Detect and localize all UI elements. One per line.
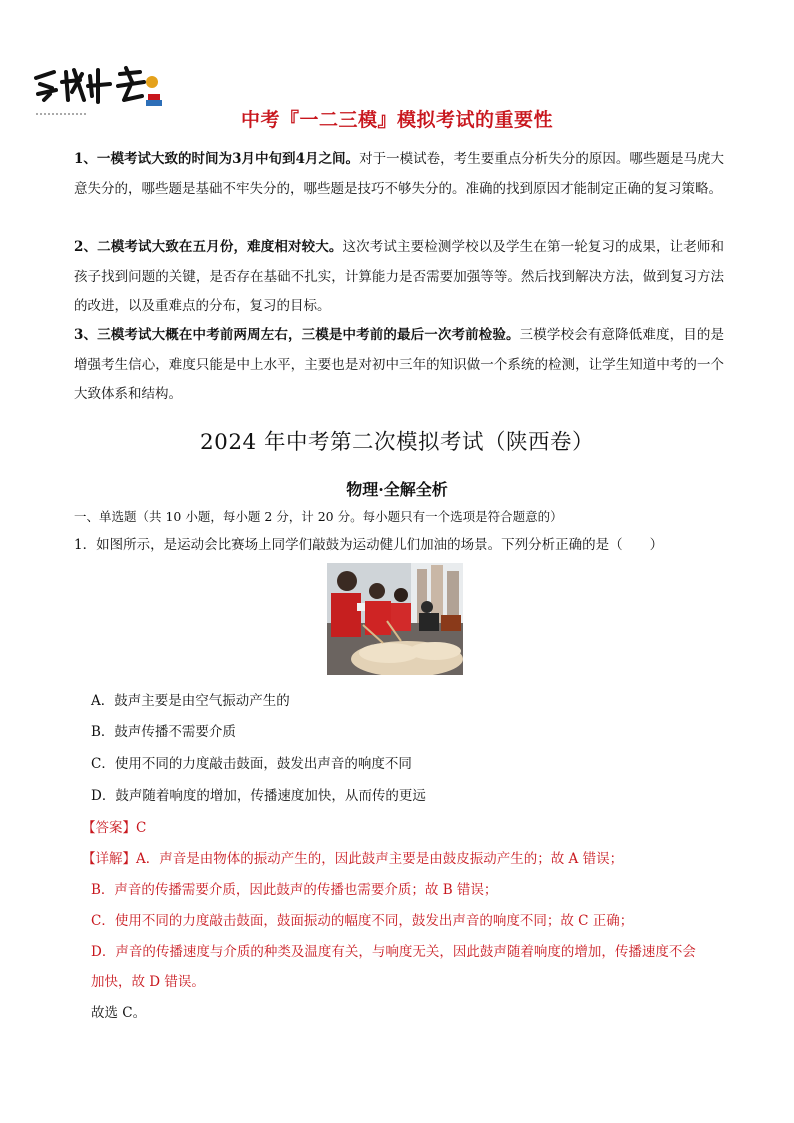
- conclusion: 故选 C。: [91, 1005, 147, 1021]
- option-a: A．鼓声主要是由空气振动产生的: [91, 693, 290, 709]
- answer-label: 【答案】: [82, 820, 136, 836]
- explanation-a: [82, 847, 623, 867]
- explanation-a-text: A．声音是由物体的振动产生的，因此鼓声主要是由鼓皮振动产生的；故 A 错误；: [136, 851, 624, 867]
- promo-paragraph-2-body: 这次考试主要检测学校以及学生在第一轮复习的成果，让老师和孩子找到问题的关键，是否存在基础不扎实，计算能力是否需要加强等等。然后找到解决方法，做到复习方法的改进，以及重难点的分布，复习的目标。: [74, 239, 724, 314]
- promo-paragraph-3-body: 三模学校会有意降低难度，目的是增强考生信心，难度只能是中上水平，主要也是对初中三年的知识做一个系统的检测，让学生知道中考的一个大致体系和结构。: [74, 327, 724, 402]
- promo-paragraph-3: [74, 321, 724, 410]
- promo-title: 中考『一二三模』模拟考试的重要性: [240, 109, 553, 131]
- explanation-b: B．声音的传播需要介质，因此鼓声的传播也需要介质；故 B 错误；: [91, 882, 498, 898]
- promo-paragraph-2-lead: 2、二模考试大致在五月份，难度相对较大。: [74, 239, 343, 255]
- explanation-label: 【详解】: [82, 851, 136, 867]
- explanation-c: C．使用不同的力度敲击鼓面，鼓面振动的幅度不同，鼓发出声音的响度不同；故 C 正确；: [91, 913, 634, 929]
- promo-paragraph-1-lead: 1、一模考试大致的时间为3月中旬到4月之间。: [74, 151, 360, 167]
- exam-title: 2024 年中考第二次模拟考试（陕西卷）: [199, 430, 595, 455]
- question-1-stem: 1．如图所示，是运动会比赛场上同学们敲鼓为运动健儿们加油的场景。下列分析正确的是（ ）: [74, 537, 664, 553]
- option-b: B．鼓声传播不需要介质: [91, 724, 236, 740]
- promo-paragraph-1-body: 对于一模试卷，考生要重点分析失分的原因。哪些题是马虎大意失分的，哪些题是基础不牢失分的，哪些题是技巧不够失分的。准确的找到原因才能制定正确的复习策略。: [74, 151, 725, 197]
- exam-subtitle: 物理·全解全析: [346, 480, 448, 499]
- explanation-d-line2: 加快，故 D 错误。: [91, 974, 205, 990]
- answer-line: [82, 816, 146, 836]
- promo-paragraph-1: [74, 145, 724, 204]
- promo-paragraph-2: [74, 233, 724, 322]
- option-c: C．使用不同的力度敲击鼓面，鼓发出声音的响度不同: [91, 756, 412, 772]
- explanation-d-line1: D．声音的传播速度与介质的种类及温度有关，与响度无关，因此鼓声随着响度的增加，传播速度不会: [91, 944, 696, 960]
- section-heading: 一、单选题（共 10 小题，每小题 2 分，计 20 分。每小题只有一个选项是符合题意的）: [74, 509, 563, 524]
- answer-value: C: [136, 820, 147, 836]
- drumming-photo: [327, 563, 463, 675]
- promo-paragraph-3-lead: 3、三模考试大概在中考前两周左右，三模是中考前的最后一次考前检验。: [74, 327, 520, 343]
- option-d: D．鼓声随着响度的增加，传播速度加快，从而传的更远: [91, 788, 426, 804]
